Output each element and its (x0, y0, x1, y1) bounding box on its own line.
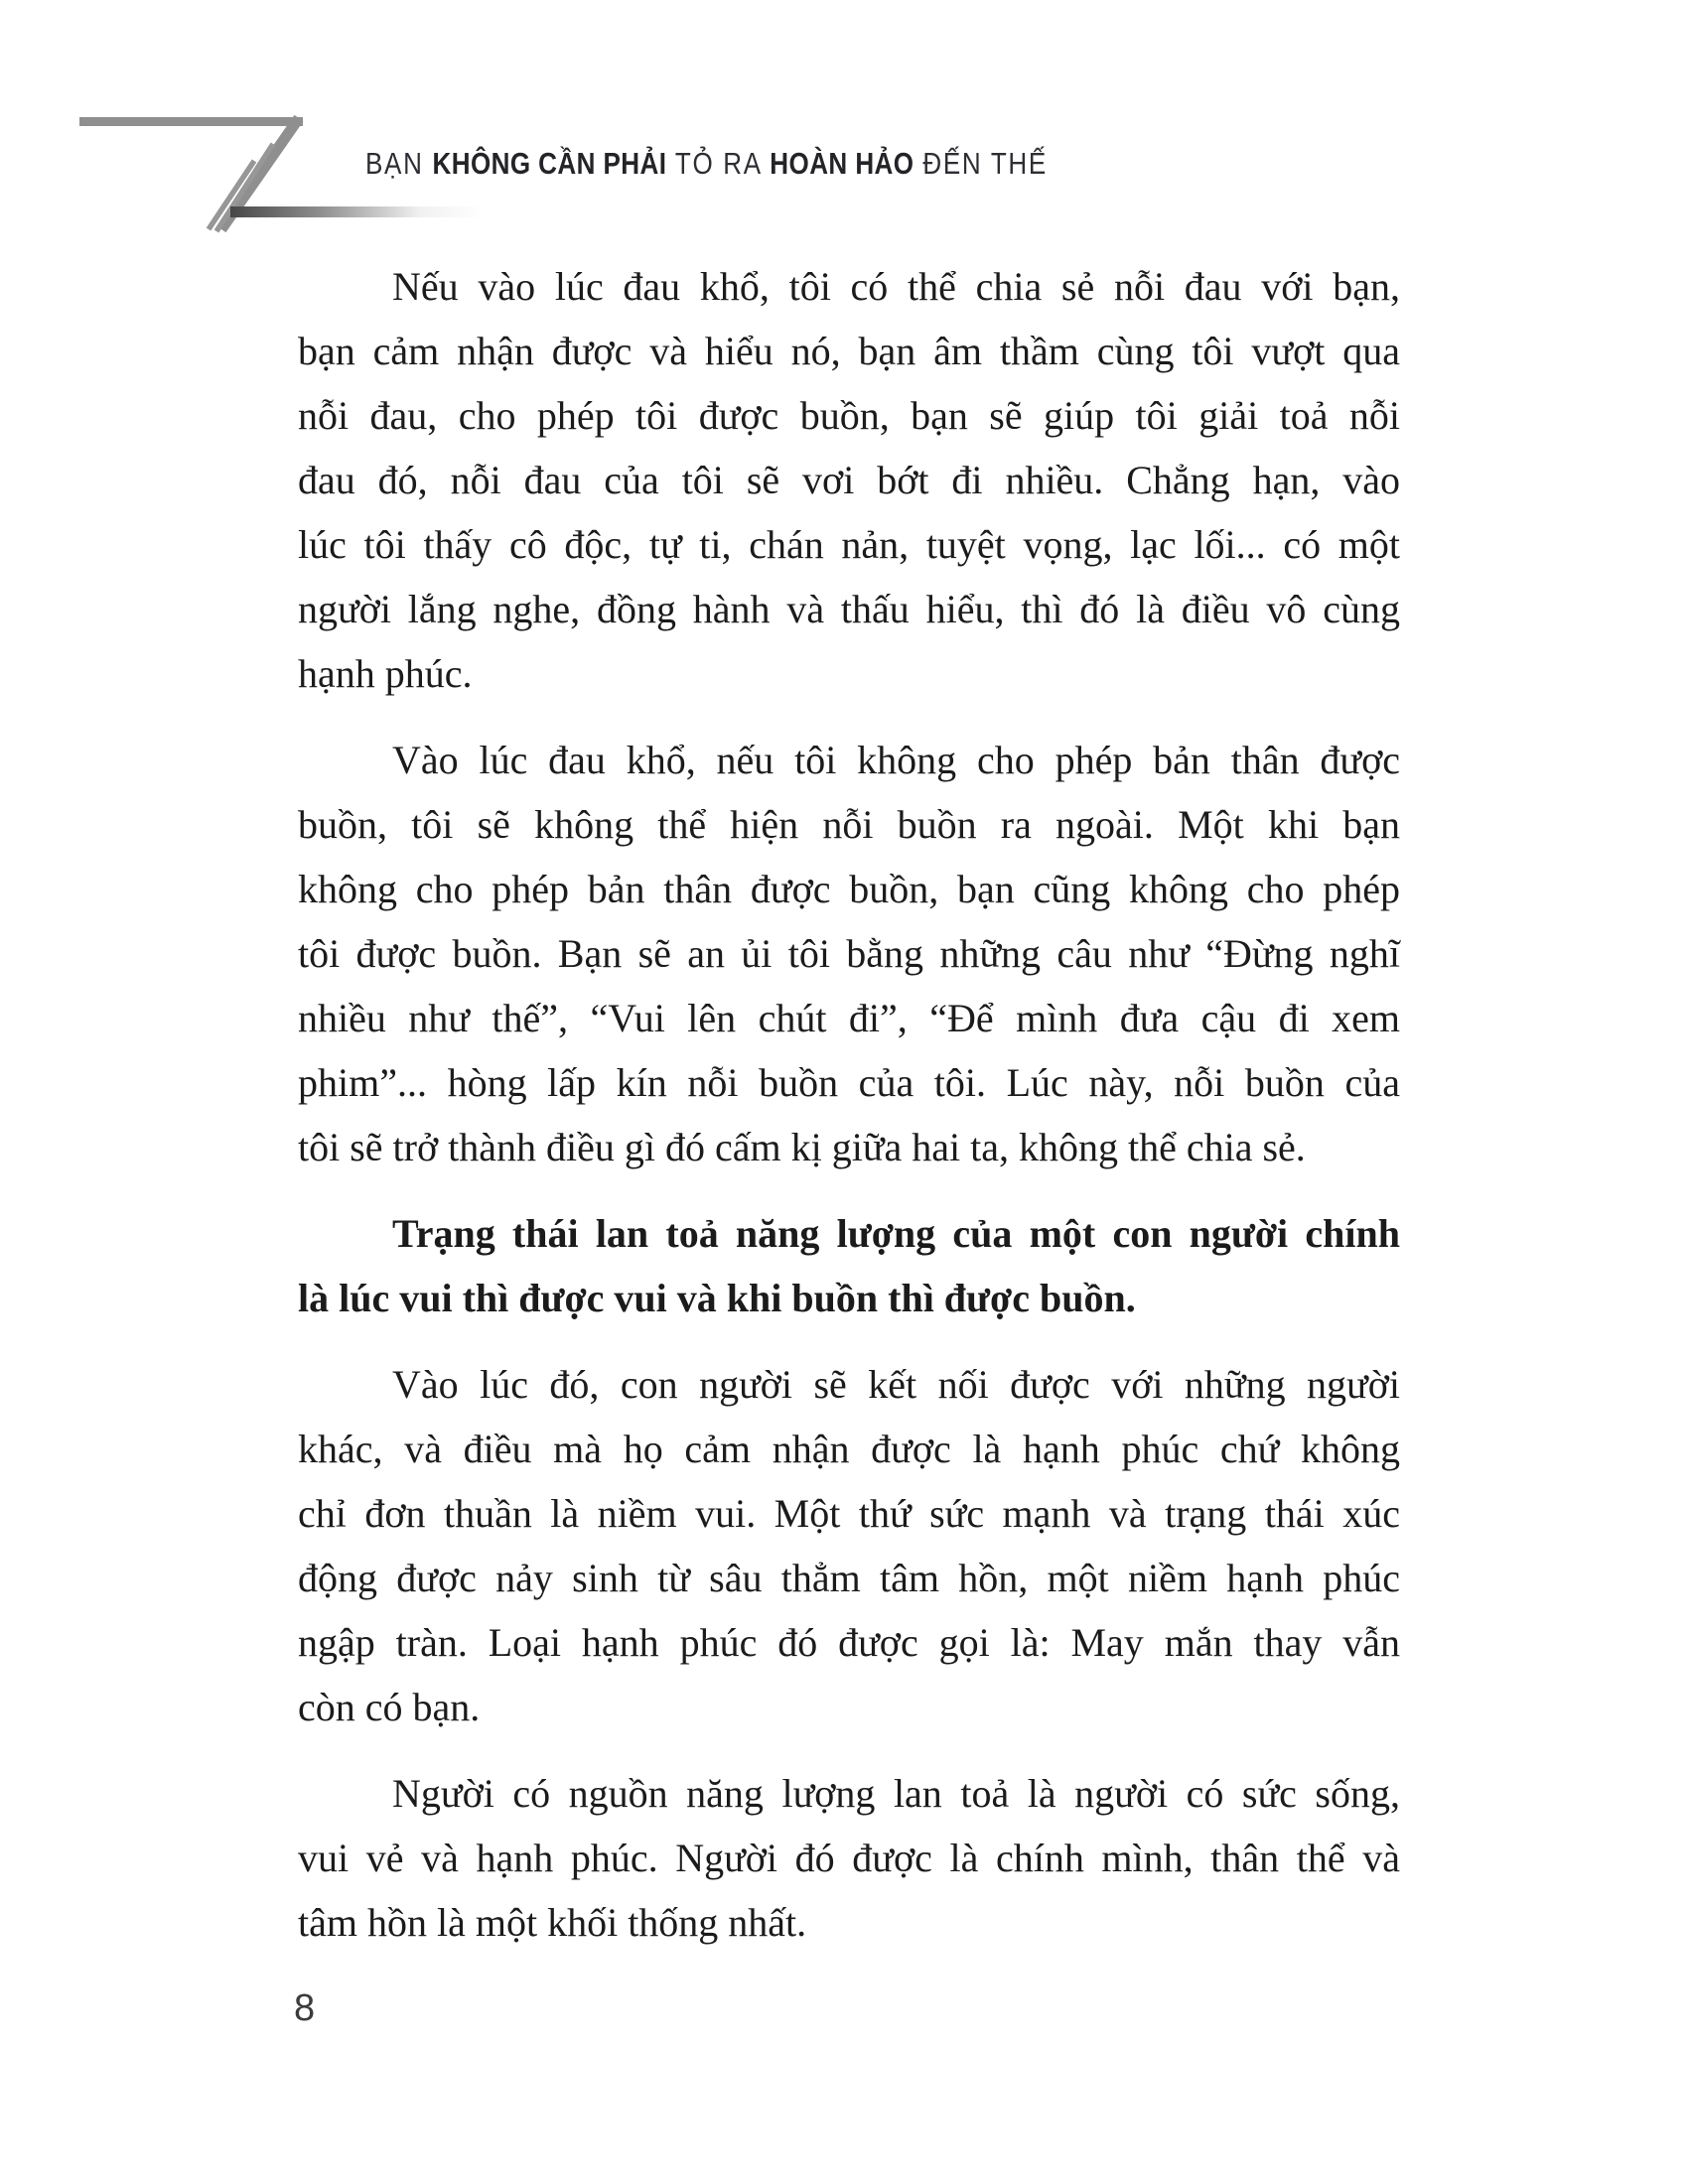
header-title-segment: KHÔNG CẦN PHẢI (432, 146, 667, 181)
paragraph (298, 1201, 1400, 1330)
text-line: tâm hồn là một khối thống nhất. (298, 1900, 807, 1945)
text-line: Trạng thái lan toả năng lượng của một con người chính (392, 1211, 1400, 1256)
header-title-segment: TỎ RA (666, 146, 771, 181)
text-line: là lúc vui thì được vui và khi buồn thì được buồn. (298, 1276, 1136, 1320)
text-line: vui vẻ và hạnh phúc. Người đó được là chính mình, thân thể và (298, 1836, 1400, 1880)
text-line: còn có bạn. (298, 1685, 481, 1729)
text-line: khác, và điều mà họ cảm nhận được là hạnh phúc chứ không (298, 1427, 1400, 1471)
text-line: buồn, tôi sẽ không thể hiện nỗi buồn ra ngoài. Một khi bạn (298, 802, 1400, 847)
text-line: tôi sẽ trở thành điều gì đó cấm kị giữa hai ta, không thể chia sẻ. (298, 1125, 1306, 1169)
paragraph (298, 1761, 1400, 1955)
page-header-title (365, 147, 1048, 181)
text-line: chỉ đơn thuần là niềm vui. Một thứ sức mạnh và trạng thái xúc (298, 1491, 1400, 1536)
text-line: đau đó, nỗi đau của tôi sẽ vơi bớt đi nhiều. Chẳng hạn, vào (298, 458, 1400, 502)
paragraph (298, 728, 1400, 1179)
paragraph (298, 1352, 1400, 1739)
text-line: không cho phép bản thân được buồn, bạn cũng không cho phép (298, 867, 1400, 911)
header-title-segment: BẠN (365, 146, 433, 181)
text-line: nỗi đau, cho phép tôi được buồn, bạn sẽ giúp tôi giải toả nỗi (298, 393, 1400, 438)
text-line: Vào lúc đó, con người sẽ kết nối được với những người (392, 1362, 1400, 1407)
text-line: Nếu vào lúc đau khổ, tôi có thể chia sẻ nỗi đau với bạn, (392, 264, 1400, 309)
text-line: bạn cảm nhận được và hiểu nó, bạn âm thầm cùng tôi vượt qua (298, 329, 1400, 373)
text-line: Người có nguồn năng lượng lan toả là người có sức sống, (392, 1771, 1400, 1816)
text-line: động được nảy sinh từ sâu thẳm tâm hồn, một niềm hạnh phúc (298, 1556, 1400, 1600)
text-line: tôi được buồn. Bạn sẽ an ủi tôi bằng những câu như “Đừng nghĩ (298, 931, 1400, 976)
header-title-segment: ĐẾN THẾ (914, 146, 1048, 181)
text-line: người lắng nghe, đồng hành và thấu hiểu, thì đó là điều vô cùng (298, 587, 1400, 631)
body-text (298, 254, 1400, 1955)
text-line: phim”... hòng lấp kín nỗi buồn của tôi. Lúc này, nỗi buồn của (298, 1060, 1400, 1105)
text-line: Vào lúc đau khổ, nếu tôi không cho phép bản thân được (392, 738, 1400, 782)
text-line: hạnh phúc. (298, 651, 473, 696)
paragraph (298, 254, 1400, 706)
text-line: nhiều như thế”, “Vui lên chút đi”, “Để mình đưa cậu đi xem (298, 996, 1400, 1040)
header-decoration-slashes-icon (60, 104, 318, 238)
header-gradient-underline (230, 206, 484, 217)
text-line: ngập tràn. Loại hạnh phúc đó được gọi là: May mắn thay vẫn (298, 1620, 1400, 1665)
page-number: 8 (294, 1987, 316, 2029)
text-line: lúc tôi thấy cô độc, tự ti, chán nản, tuyệt vọng, lạc lối... có một (298, 522, 1400, 567)
header-title-segment: HOÀN HẢO (770, 146, 914, 181)
